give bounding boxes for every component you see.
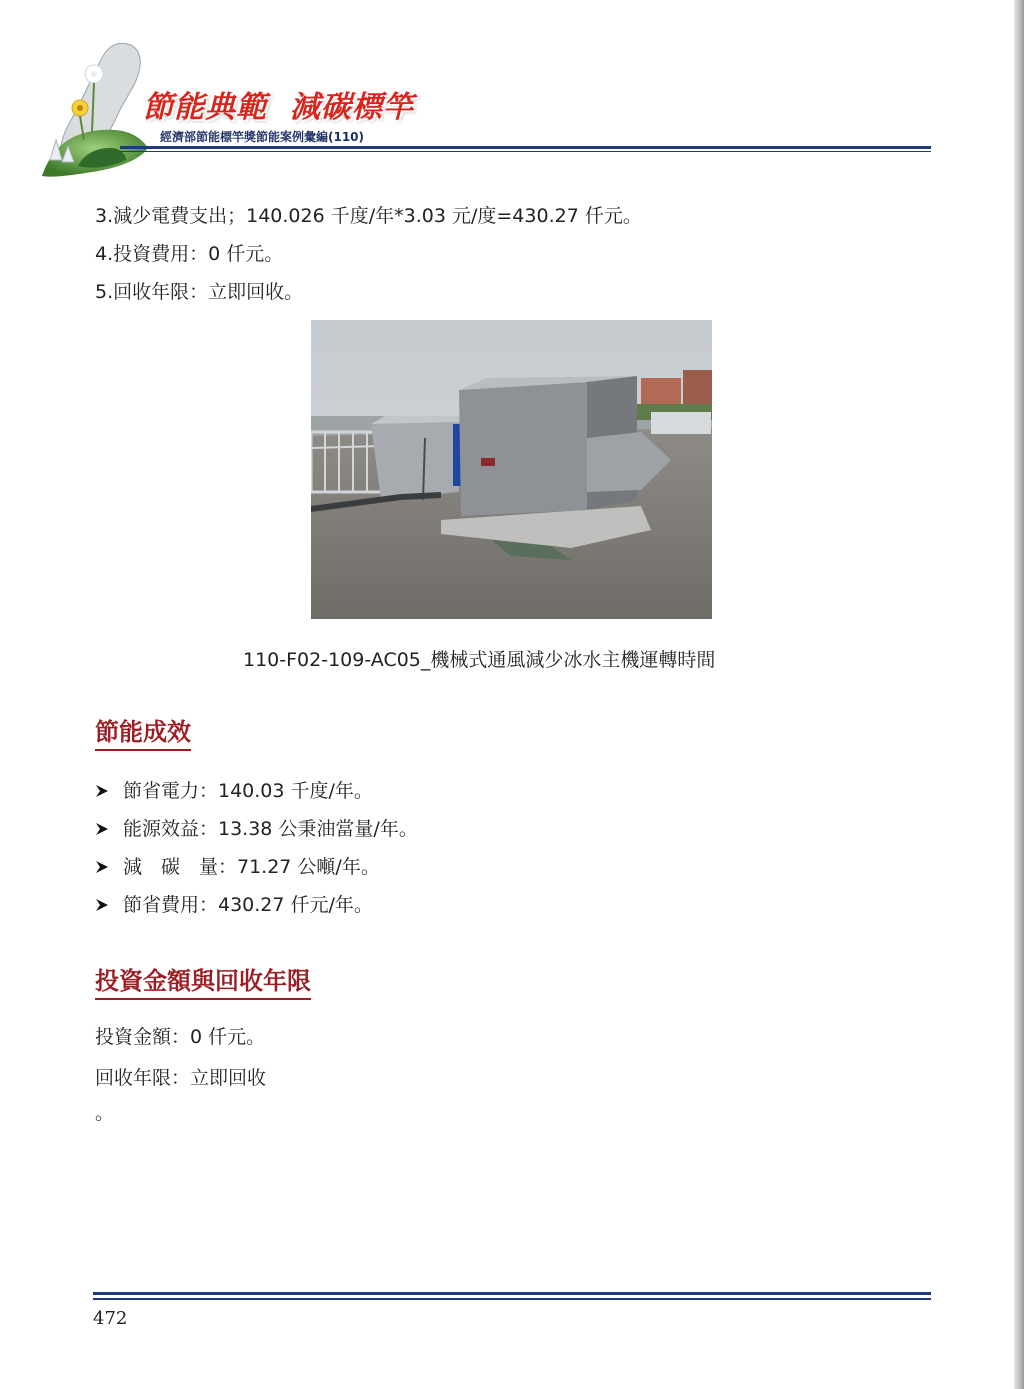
body-line-payback: 5.回收年限：立即回收。	[95, 281, 304, 303]
list-item	[95, 852, 380, 879]
arrow-bullet-icon	[95, 898, 109, 912]
arrow-bullet-icon	[95, 822, 109, 836]
header-subtitle: 經濟部節能標竿獎節能案例彙編(110)	[160, 130, 365, 144]
investment-payback: 回收年限：立即回收	[95, 1067, 267, 1089]
rooftop-photo-illustration	[311, 320, 712, 619]
page-header	[0, 0, 1024, 180]
section-heading-investment: 投資金額與回收年限	[95, 961, 311, 1000]
page-number: 472	[93, 1308, 128, 1329]
list-item	[95, 814, 418, 841]
section-heading-savings: 節能成效	[95, 712, 191, 751]
page-edge-shadow	[1014, 0, 1024, 1389]
body-line-investment-cost: 4.投資費用：0 仟元。	[95, 243, 284, 265]
header-title: 節能典範 減碳標竿	[143, 90, 414, 125]
photo-caption: 110-F02-109-AC05_機械式通風減少冰水主機運轉時間	[243, 649, 716, 671]
list-item	[95, 890, 373, 917]
investment-trailing-period: 。	[95, 1102, 115, 1124]
savings-carbon-reduction: 減 碳 量：71.27 公噸/年。	[123, 856, 380, 878]
list-item	[95, 776, 373, 803]
header-rule	[120, 146, 931, 149]
savings-energy-benefit: 能源效益：13.38 公秉油當量/年。	[123, 818, 418, 840]
savings-cost: 節省費用：430.27 仟元/年。	[123, 894, 373, 916]
investment-amount: 投資金額：0 仟元。	[95, 1026, 266, 1048]
header-rule-thin	[120, 151, 931, 152]
savings-electricity: 節省電力：140.03 千度/年。	[123, 780, 373, 802]
arrow-bullet-icon	[95, 860, 109, 874]
footer-rule-thin	[93, 1298, 931, 1300]
rooftop-ventilation-photo	[311, 320, 712, 619]
footer-rule	[93, 1292, 931, 1295]
body-line-electricity-cost: 3.減少電費支出；140.026 千度/年*3.03 元/度=430.27 仟元。	[95, 205, 642, 227]
arrow-bullet-icon	[95, 784, 109, 798]
